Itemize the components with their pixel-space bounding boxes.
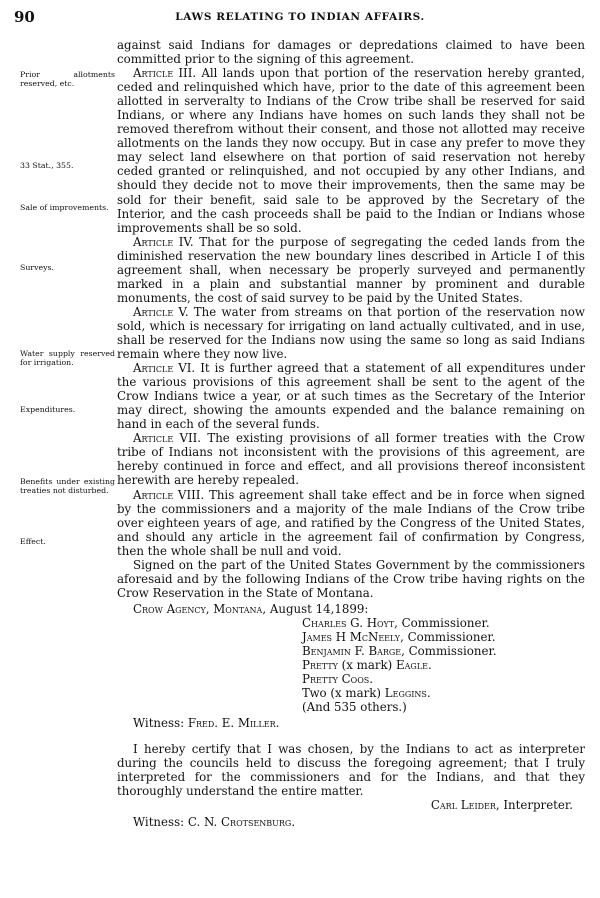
margin-note-expenditures: Expenditures. xyxy=(20,405,76,414)
article-8 xyxy=(117,488,585,558)
article-7 xyxy=(117,431,585,487)
spacer xyxy=(117,730,585,742)
signature-barge xyxy=(302,644,585,658)
dateline xyxy=(117,602,585,616)
article-3 xyxy=(117,66,585,235)
signer-mark: Two (x mark) xyxy=(302,686,385,701)
margin-note-statute-citation: 33 Stat., 355. xyxy=(20,161,74,170)
page-header xyxy=(14,8,586,26)
margin-note-benefits-treaties: Benefits under existing treaties not disturbed. xyxy=(20,477,115,495)
running-title: LAWS RELATING TO INDIAN AFFAIRS. xyxy=(175,11,425,23)
witness-name: Fred. E. Miller. xyxy=(187,716,280,731)
article-4-text: That for the purpose of segregating the ceded lands from the diminished reservation the new boundary lines described in Article I of this agreement shall, when necessary be properly surveyed and permanently marked in a plain and substantial manner by prominent and durable monuments, the cost of said survey to be paid by the United States. xyxy=(117,234,586,305)
article-3-text: All lands upon that portion of the reservation hereby granted, ceded and relinquished which have, prior to the date of this agreement been allotted in serveralty to Indians of the Crow tribe shall be reserved for said Indians, or where any Indians have homes on such lands they shall not be removed therefrom without their consent, and those not allotted may receive allotments on the lands they now occupy. But in case any prefer to move they may select land elsewhere on that portion of said reservation not hereby ceded granted or relinquished, and not occupied by any other Indians, and should they decide not to move their improvements, then the same may be sold for their benefit, said sale to be approved by the Secretary of the Interior, and the cash proceeds shall be paid to the Indian or Indians whose improvements shall be so sold. xyxy=(117,66,585,235)
signer-name-part: Leggins. xyxy=(384,686,431,701)
signature-others: (And 535 others.) xyxy=(302,700,407,715)
signer-role: Commissioner. xyxy=(403,629,496,644)
witness-line-2 xyxy=(117,815,585,829)
article-5-text: The water from streams on that portion of the reservation now sold, which is necessary for irrigating on land actually cultivated, and in use, shall be reserved for the Indians now using the same so long as said Indians remain where they now live. xyxy=(117,304,585,362)
dateline-date: August 14,1899: xyxy=(266,601,369,616)
paragraph-continuation: against said Indians for damages or depredations claimed to have been committed prior to the signing of this agreement. xyxy=(117,38,585,67)
margin-note-water-supply: Water supply reserved for irrigation. xyxy=(20,349,115,367)
article-7-heading: Article VII. xyxy=(133,431,202,446)
signer-role: Commissioner. xyxy=(404,644,497,659)
signer-name: Benjamin F. Barge, xyxy=(302,644,405,659)
interpreter-name: Carl Leider, xyxy=(430,798,500,813)
article-8-heading: Article VIII. xyxy=(133,487,205,502)
dateline-place: Crow Agency, Montana, xyxy=(133,601,267,616)
document-body xyxy=(117,38,585,829)
signature-block xyxy=(117,616,585,714)
article-6-heading: Article VI. xyxy=(133,361,196,376)
witness-label: Witness: xyxy=(133,716,188,731)
margin-note-prior-allotments: Prior allotments reserved, etc. xyxy=(20,70,115,88)
signature-pretty-eagle xyxy=(302,658,585,672)
signer-name: Charles G. Hoyt, xyxy=(302,615,398,630)
interpreter-signature xyxy=(117,798,585,812)
signature-two-leggins xyxy=(302,686,585,700)
interpreter-role: Interpreter. xyxy=(499,798,573,813)
article-5 xyxy=(117,305,585,361)
article-6 xyxy=(117,361,585,431)
signer-name-part: Pretty xyxy=(302,658,338,673)
margin-note-sale-of-improvements: Sale of improvements. xyxy=(20,203,109,212)
signature-pretty-coos xyxy=(302,672,585,686)
article-6-text: It is further agreed that a statement of all expenditures under the various provisions of this agreement shall be sent to the agent of the Crow Indians twice a year, or at such times as the Secretary of the Interior may direct, showing the amounts expended and the balance remaining on hand in each of the several funds. xyxy=(117,361,585,432)
signer-mark: (x mark) xyxy=(337,658,397,673)
interpreter-certificate: I hereby certify that I was chosen, by the Indians to act as interpreter during the councils held to discuss the foregoing agreement; that I truly interpreted for the commissioners and for the Indians, and that they thoroughly understand the entire matter. xyxy=(117,742,585,799)
signer-name: James H McNeely, xyxy=(302,629,404,644)
page-number: 90 xyxy=(14,8,35,26)
article-5-heading: Article V. xyxy=(133,304,189,319)
margin-note-effect: Effect. xyxy=(20,537,46,546)
signer-name-part: Eagle. xyxy=(396,658,432,673)
signer-role: Commissioner. xyxy=(397,615,490,630)
article-8-text: This agreement shall take effect and be in force when signed by the commissioners and a majority of the male Indians of the Crow tribe over eighteen years of age, and ratified by the Congress of the United States, and should any article in the agreement fail of confirmation by Congress, then the whole shall be null and void. xyxy=(117,487,585,558)
margin-note-surveys: Surveys. xyxy=(20,263,54,272)
article-4 xyxy=(117,235,585,305)
signature-mcneely xyxy=(302,630,585,644)
witness-name: C. N. Crotsenburg. xyxy=(187,814,296,829)
article-7-text: The existing provisions of all former treaties with the Crow tribe of Indians not inconsistent with the provisions of this agreement, are hereby continued in force and effect, and all provisions thereof inconsistent herewith are hereby repealed. xyxy=(117,431,585,488)
article-3-heading: Article III. xyxy=(133,66,197,81)
signer-name: Pretty Coos. xyxy=(302,672,374,687)
witness-label: Witness: xyxy=(133,814,188,829)
signing-statement: Signed on the part of the United States Government by the commissioners aforesaid and by the following Indians of the Crow tribe having rights on the Crow Reservation in the State of Montana. xyxy=(117,557,585,600)
witness-line-1 xyxy=(117,716,585,730)
signature-hoyt xyxy=(302,616,585,630)
article-4-heading: Article IV. xyxy=(133,234,194,249)
